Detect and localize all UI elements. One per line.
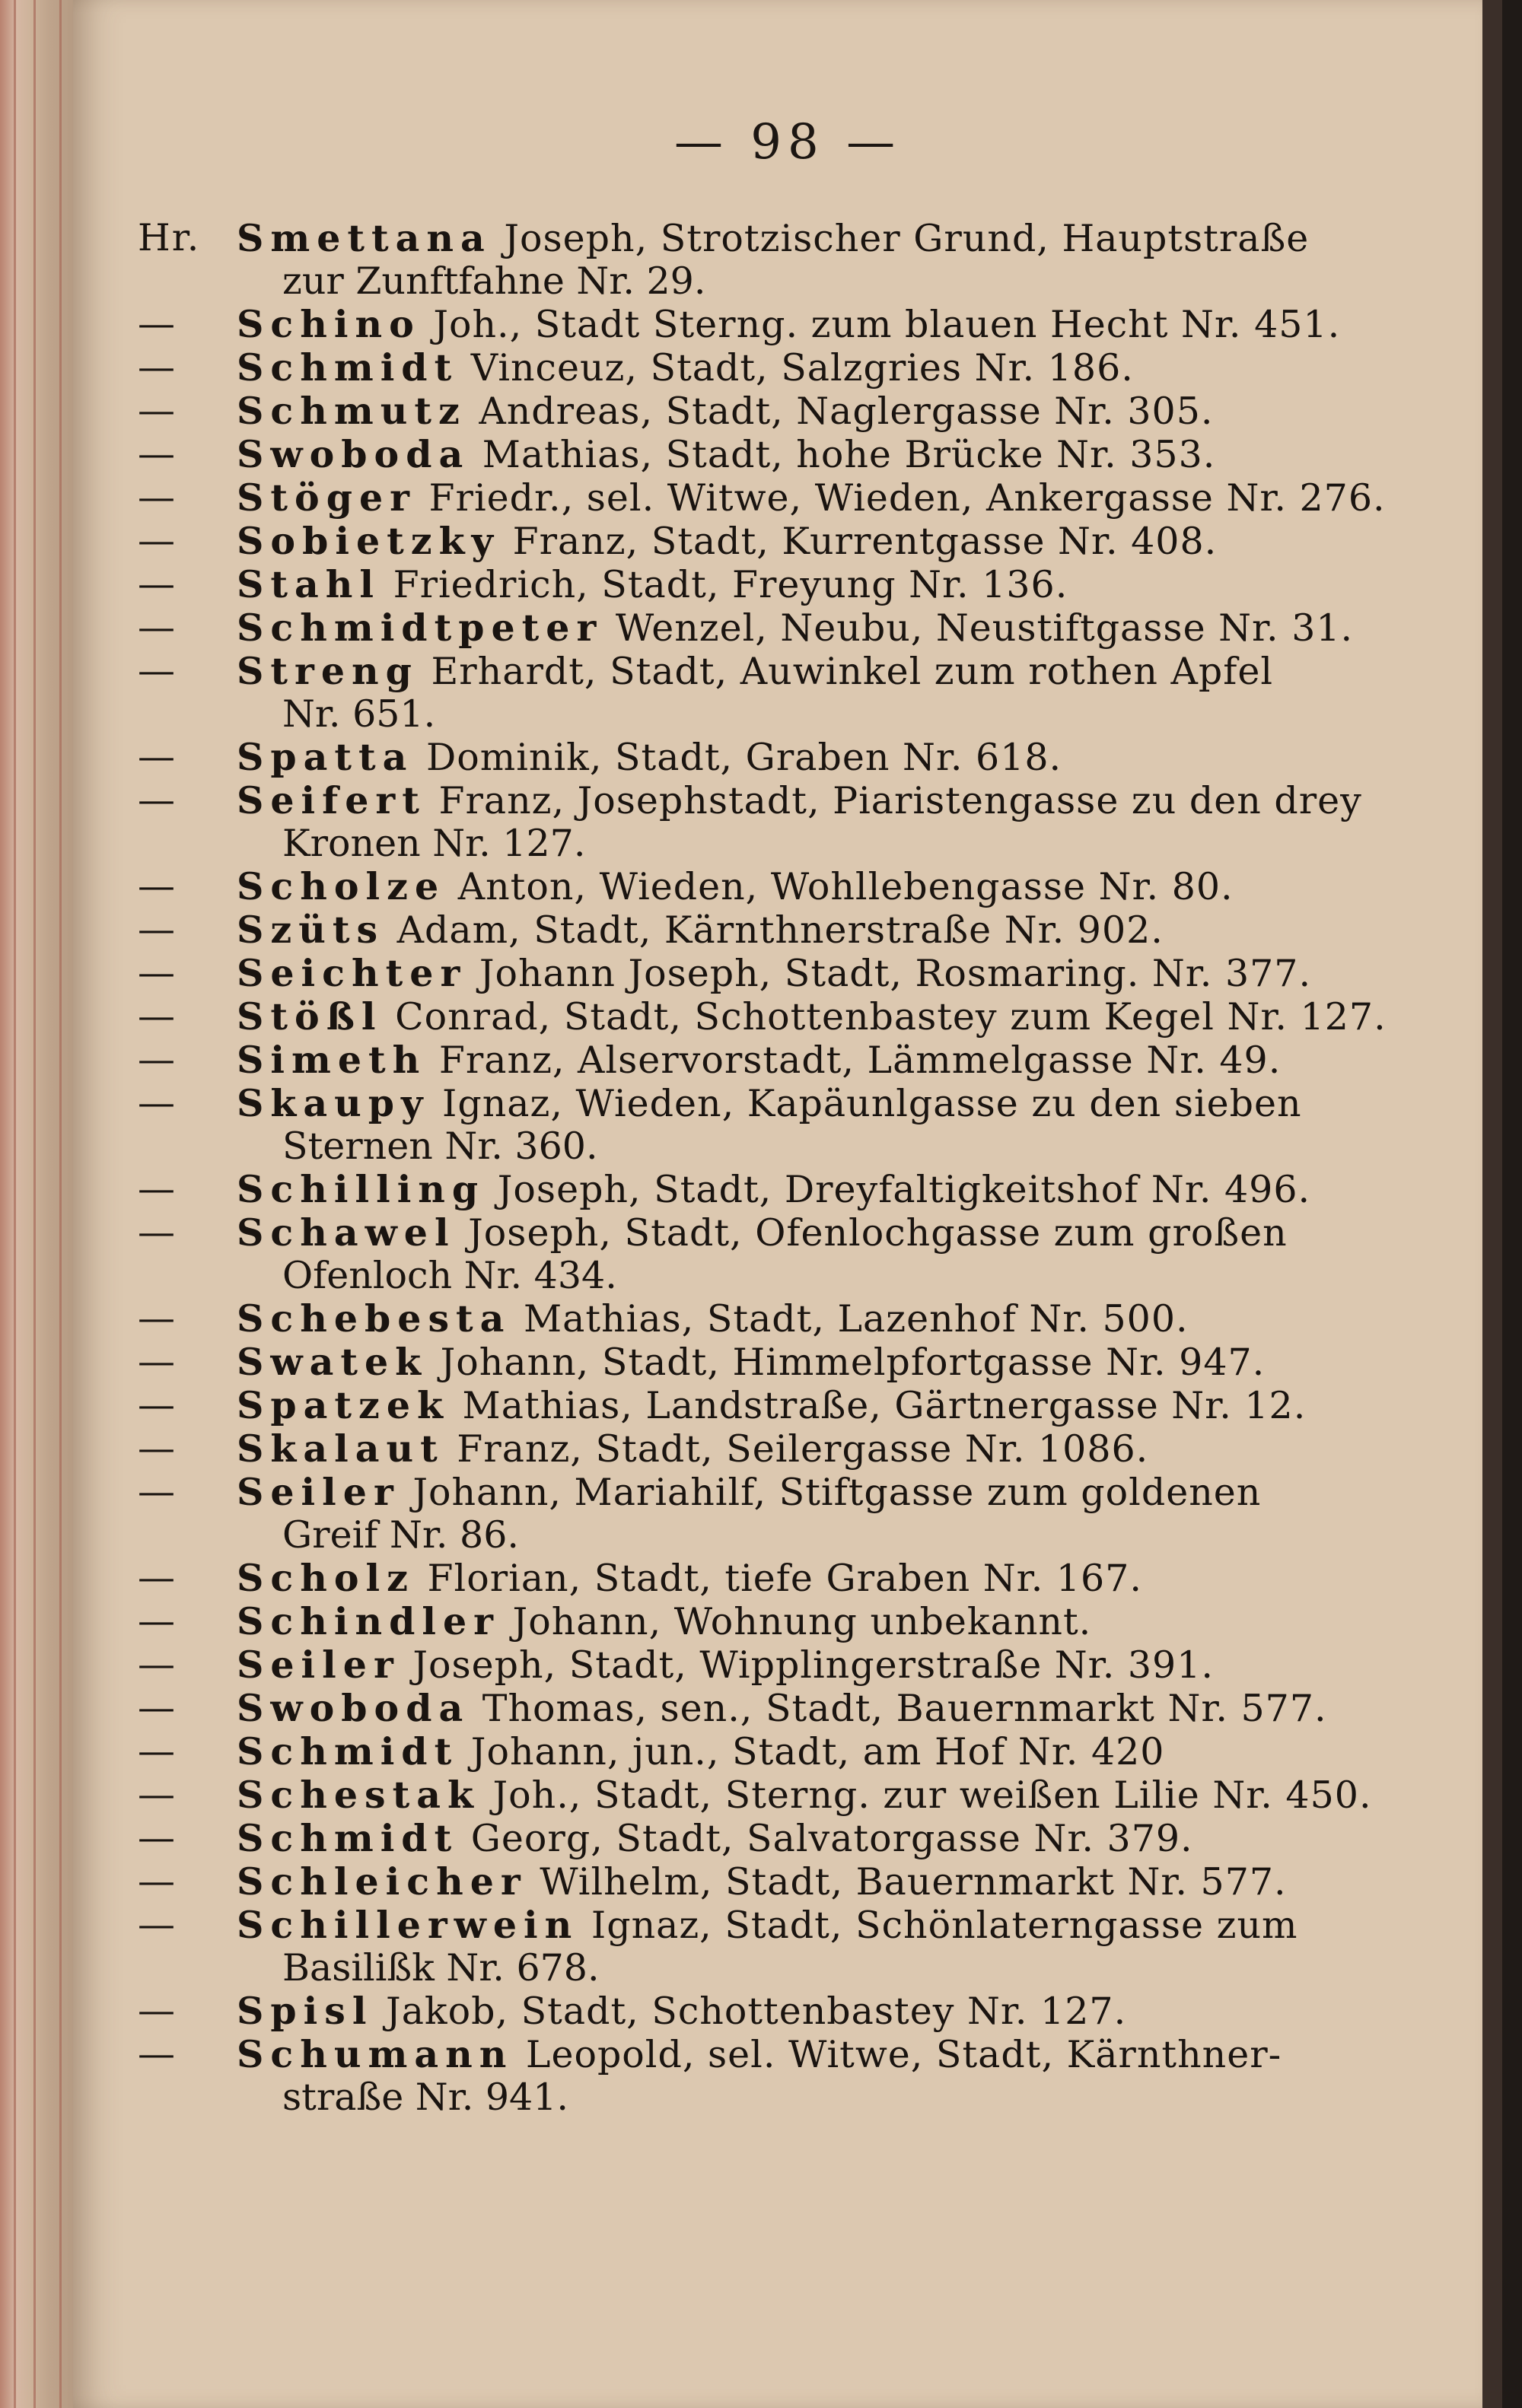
page-number: — 98 — bbox=[673, 114, 902, 170]
entry-surname: Stößl bbox=[237, 994, 383, 1039]
directory-entry bbox=[138, 389, 1485, 433]
entry-surname: Swoboda bbox=[237, 432, 470, 476]
page bbox=[73, 0, 1502, 2408]
directory-entry bbox=[138, 302, 1485, 346]
entry-continuation: straße Nr. 941. bbox=[282, 2076, 568, 2119]
directory-entry bbox=[138, 562, 1485, 606]
directory-entry bbox=[138, 519, 1485, 563]
entry-details: Mathias, Landstraße, Gärtnergasse Nr. 12. bbox=[449, 1384, 1307, 1427]
directory-entry bbox=[138, 649, 1485, 693]
entry-prefix: — bbox=[138, 1903, 177, 1946]
entry-details: Franz, Stadt, Kurrentgasse Nr. 408. bbox=[500, 520, 1218, 563]
directory-entry bbox=[138, 908, 1485, 952]
entry-prefix: — bbox=[138, 1383, 177, 1427]
entry-details: Johann, Stadt, Himmelpfortgasse Nr. 947. bbox=[428, 1341, 1266, 1384]
entry-details: Friedr., sel. Witwe, Wieden, Ankergasse Nr. 276. bbox=[416, 476, 1386, 520]
entry-surname: Schilling bbox=[237, 1167, 486, 1211]
entry-prefix: — bbox=[138, 1599, 177, 1643]
entry-continuation: Basilißk Nr. 678. bbox=[282, 1946, 600, 1990]
directory-entry bbox=[138, 1599, 1485, 1643]
entry-details: Friedrich, Stadt, Freyung Nr. 136. bbox=[380, 563, 1068, 606]
entry-surname: Spatzek bbox=[237, 1383, 450, 1427]
entry-surname: Scholze bbox=[237, 864, 446, 908]
entry-surname: Schumann bbox=[237, 2032, 514, 2076]
entry-prefix: — bbox=[138, 1081, 177, 1124]
entry-surname: Schillerwein bbox=[237, 1903, 579, 1947]
entry-prefix: — bbox=[138, 302, 177, 345]
entry-prefix: — bbox=[138, 1038, 177, 1081]
directory-entry bbox=[138, 1296, 1485, 1341]
entry-details: Adam, Stadt, Kärnthnerstraße Nr. 902. bbox=[384, 908, 1164, 952]
directory-entry bbox=[138, 1081, 1485, 1125]
entry-details: Vinceuz, Stadt, Salzgries Nr. 186. bbox=[458, 346, 1134, 390]
entry-surname: Schino bbox=[237, 302, 421, 346]
entry-details: Johann, Wohnung unbekannt. bbox=[499, 1600, 1092, 1643]
entry-prefix: — bbox=[138, 1989, 177, 2032]
entry-prefix: — bbox=[138, 735, 177, 778]
entry-surname: Schestak bbox=[237, 1773, 480, 1817]
entry-surname: Schindler bbox=[237, 1599, 500, 1643]
directory-entry bbox=[138, 345, 1485, 390]
directory-entry bbox=[138, 1470, 1485, 1514]
page-edge bbox=[0, 0, 73, 2408]
entry-continuation: zur Zunftfahne Nr. 29. bbox=[282, 259, 706, 303]
directory-entry bbox=[138, 994, 1485, 1039]
entry-surname: Seifert bbox=[237, 778, 426, 822]
directory-entry bbox=[138, 606, 1485, 650]
entry-details: Conrad, Stadt, Schottenbastey zum Kegel Nr. 127. bbox=[382, 995, 1387, 1039]
entry-surname: Sobietzky bbox=[237, 519, 501, 563]
entry-surname: Seiler bbox=[237, 1643, 400, 1687]
entry-surname: Spatta bbox=[237, 735, 414, 779]
entry-prefix: — bbox=[138, 864, 177, 908]
directory-entry bbox=[138, 1816, 1485, 1860]
entry-surname: Schmidtpeter bbox=[237, 606, 603, 650]
entry-prefix: — bbox=[138, 1470, 177, 1513]
entry-prefix: — bbox=[138, 1556, 177, 1599]
directory-entry bbox=[138, 1038, 1485, 1082]
entry-prefix: — bbox=[138, 1643, 177, 1686]
entry-details: Franz, Josephstadt, Piaristengasse zu den drey bbox=[425, 779, 1362, 822]
entry-surname: Swoboda bbox=[237, 1686, 470, 1730]
entry-prefix: — bbox=[138, 1296, 177, 1340]
entry-prefix: — bbox=[138, 908, 177, 951]
entry-surname: Szüts bbox=[237, 908, 385, 952]
entry-prefix: — bbox=[138, 951, 177, 994]
entry-details: Johann, Mariahilf, Stiftgasse zum goldenen bbox=[400, 1471, 1262, 1514]
entry-surname: Skalaut bbox=[237, 1427, 444, 1471]
entry-prefix: — bbox=[138, 606, 177, 649]
entry-prefix: — bbox=[138, 519, 177, 562]
entry-prefix: — bbox=[138, 1427, 177, 1470]
directory-list bbox=[138, 216, 1485, 2119]
entry-prefix: — bbox=[138, 432, 177, 476]
entry-continuation: Kronen Nr. 127. bbox=[282, 822, 586, 865]
directory-entry bbox=[138, 1989, 1485, 2033]
edge-line bbox=[33, 0, 36, 2408]
entry-continuation: Ofenloch Nr. 434. bbox=[282, 1254, 617, 1297]
entry-surname: Skaupy bbox=[237, 1081, 430, 1125]
entry-continuation: Nr. 651. bbox=[282, 692, 436, 736]
entry-details: Joseph, Strotzischer Grund, Hauptstraße bbox=[491, 217, 1310, 260]
entry-surname: Schmidt bbox=[237, 345, 459, 390]
entry-prefix: — bbox=[138, 1773, 177, 1816]
directory-entry bbox=[138, 735, 1485, 779]
entry-prefix: — bbox=[138, 476, 177, 519]
directory-entry bbox=[138, 778, 1485, 822]
entry-surname: Stahl bbox=[237, 562, 381, 606]
entry-prefix: — bbox=[138, 2032, 177, 2076]
entry-details: Franz, Stadt, Seilergasse Nr. 1086. bbox=[444, 1427, 1149, 1471]
directory-entry bbox=[138, 1383, 1485, 1427]
entry-surname: Simeth bbox=[237, 1038, 427, 1082]
entry-surname: Schmutz bbox=[237, 389, 466, 433]
entry-prefix: — bbox=[138, 1859, 177, 1903]
entry-prefix: Hr. bbox=[138, 216, 201, 259]
entry-surname: Schleicher bbox=[237, 1859, 527, 1904]
entry-details: Ignaz, Stadt, Schönlaterngasse zum bbox=[578, 1904, 1298, 1947]
entry-details: Erhardt, Stadt, Auwinkel zum rothen Apfel bbox=[418, 650, 1274, 693]
entry-continuation: Sternen Nr. 360. bbox=[282, 1124, 598, 1168]
entry-details: Anton, Wieden, Wohllebengasse Nr. 80. bbox=[445, 865, 1234, 908]
directory-entry bbox=[138, 1729, 1485, 1773]
directory-entry bbox=[138, 216, 1485, 260]
entry-details: Jakob, Stadt, Schottenbastey Nr. 127. bbox=[373, 1990, 1127, 2033]
entry-prefix: — bbox=[138, 649, 177, 692]
directory-entry bbox=[138, 1167, 1485, 1211]
directory-entry bbox=[138, 1643, 1485, 1687]
entry-surname: Schebesta bbox=[237, 1296, 511, 1341]
entry-details: Thomas, sen., Stadt, Bauernmarkt Nr. 577. bbox=[470, 1687, 1327, 1730]
entry-details: Leopold, sel. Witwe, Stadt, Kärnthner- bbox=[513, 2033, 1282, 2076]
directory-entry bbox=[138, 1427, 1485, 1471]
directory-entry bbox=[138, 1210, 1485, 1255]
entry-surname: Schmidt bbox=[237, 1816, 459, 1860]
directory-entry bbox=[138, 1686, 1485, 1730]
entry-surname: Stöger bbox=[237, 476, 416, 520]
entry-details: Wenzel, Neubu, Neustiftgasse Nr. 31. bbox=[603, 606, 1354, 650]
directory-entry bbox=[138, 1340, 1485, 1384]
entry-prefix: — bbox=[138, 1729, 177, 1773]
binding-shadow bbox=[1482, 0, 1502, 2408]
edge-line bbox=[14, 0, 16, 2408]
entry-details: Johann, jun., Stadt, am Hof Nr. 420 bbox=[458, 1730, 1165, 1773]
directory-entry bbox=[138, 1556, 1485, 1600]
entry-surname: Schawel bbox=[237, 1210, 456, 1255]
directory-entry bbox=[138, 432, 1485, 476]
entry-prefix: — bbox=[138, 1340, 177, 1383]
entry-surname: Streng bbox=[237, 649, 419, 693]
entry-details: Joh., Stadt Sterng. zum blauen Hecht Nr. 451. bbox=[420, 303, 1341, 346]
directory-entry bbox=[138, 476, 1485, 520]
directory-entry bbox=[138, 1903, 1485, 1947]
directory-entry bbox=[138, 2032, 1485, 2076]
directory-entry bbox=[138, 864, 1485, 908]
entry-prefix: — bbox=[138, 1210, 177, 1254]
entry-surname: Seichter bbox=[237, 951, 467, 995]
entry-prefix: — bbox=[138, 1167, 177, 1210]
directory-entry bbox=[138, 1773, 1485, 1817]
entry-prefix: — bbox=[138, 778, 177, 822]
directory-entry bbox=[138, 951, 1485, 995]
entry-details: Ignaz, Wieden, Kapäunlgasse zu den sieben bbox=[429, 1082, 1302, 1125]
entry-surname: Schmidt bbox=[237, 1729, 459, 1773]
entry-prefix: — bbox=[138, 389, 177, 432]
entry-surname: Swatek bbox=[237, 1340, 428, 1384]
entry-details: Johann Joseph, Stadt, Rosmaring. Nr. 377. bbox=[466, 952, 1312, 995]
entry-details: Florian, Stadt, tiefe Graben Nr. 167. bbox=[414, 1557, 1142, 1600]
entry-details: Andreas, Stadt, Naglergasse Nr. 305. bbox=[466, 390, 1214, 433]
edge-line bbox=[59, 0, 62, 2408]
entry-details: Joseph, Stadt, Ofenlochgasse zum großen bbox=[455, 1211, 1288, 1255]
entry-details: Wilhelm, Stadt, Bauernmarkt Nr. 577. bbox=[527, 1860, 1287, 1904]
entry-details: Georg, Stadt, Salvatorgasse Nr. 379. bbox=[458, 1817, 1193, 1860]
entry-surname: Seiler bbox=[237, 1470, 400, 1514]
directory-entry bbox=[138, 1859, 1485, 1904]
entry-prefix: — bbox=[138, 994, 177, 1038]
entry-details: Mathias, Stadt, Lazenhof Nr. 500. bbox=[511, 1297, 1189, 1341]
entry-prefix: — bbox=[138, 1686, 177, 1729]
entry-details: Mathias, Stadt, hohe Brücke Nr. 353. bbox=[470, 433, 1216, 476]
entry-details: Dominik, Stadt, Graben Nr. 618. bbox=[413, 736, 1062, 779]
entry-prefix: — bbox=[138, 345, 177, 389]
entry-prefix: — bbox=[138, 1816, 177, 1859]
entry-prefix: — bbox=[138, 562, 177, 606]
entry-details: Joseph, Stadt, Dreyfaltigkeitshof Nr. 496. bbox=[485, 1168, 1311, 1211]
entry-surname: Smettana bbox=[237, 216, 492, 260]
entry-surname: Scholz bbox=[237, 1556, 415, 1600]
entry-details: Joseph, Stadt, Wipplingerstraße Nr. 391. bbox=[400, 1643, 1214, 1687]
entry-surname: Spisl bbox=[237, 1989, 374, 2033]
entry-details: Franz, Alservorstadt, Lämmelgasse Nr. 49. bbox=[426, 1039, 1282, 1082]
entry-details: Joh., Stadt, Sterng. zur weißen Lilie Nr. 450. bbox=[479, 1773, 1372, 1817]
entry-continuation: Greif Nr. 86. bbox=[282, 1513, 519, 1557]
